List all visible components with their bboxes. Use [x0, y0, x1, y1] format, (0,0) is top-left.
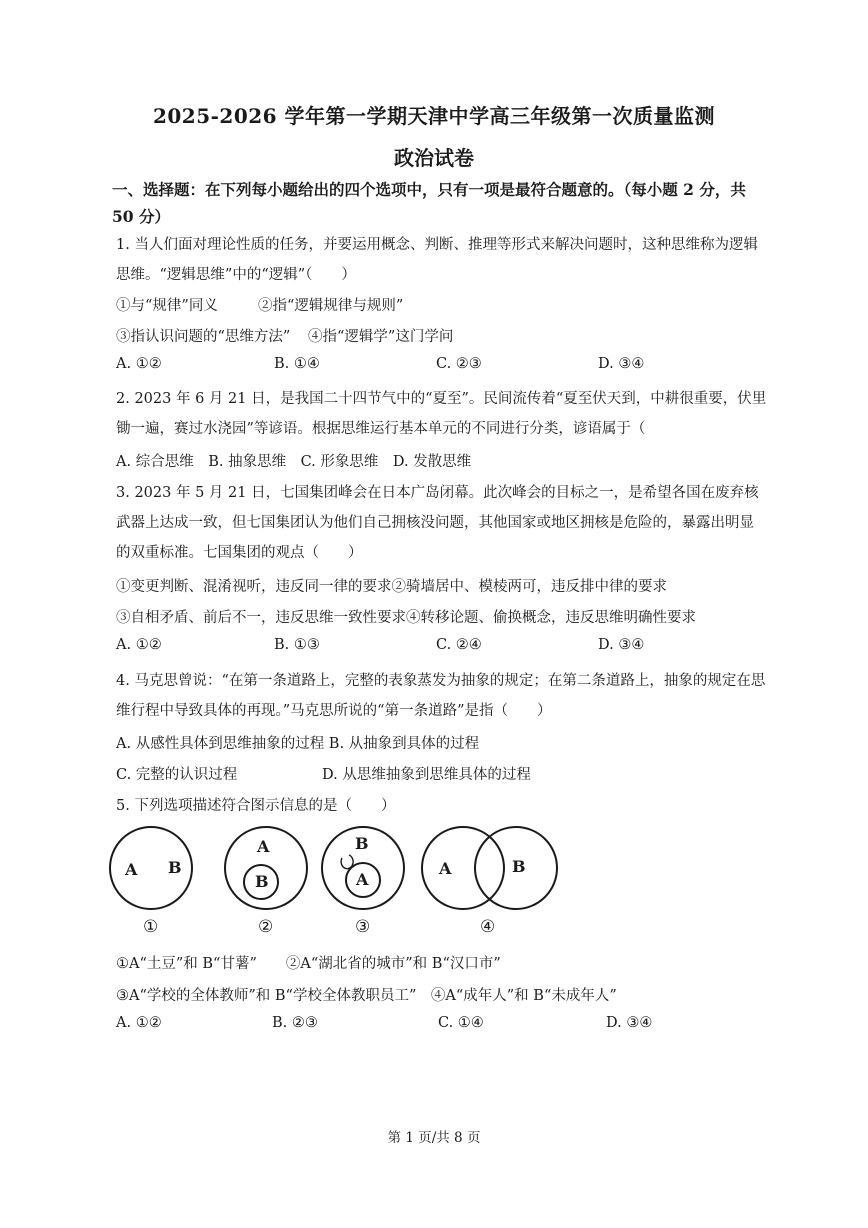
q3-option-c: C. ②④ — [436, 637, 482, 653]
venn-diagrams — [104, 820, 574, 940]
q5-option-c: C. ①④ — [438, 1015, 484, 1031]
q5-option-d: D. ③④ — [606, 1015, 653, 1031]
q2-options: A. 综合思维 B. 抽象思维 C. 形象思维 D. 发散思维 — [116, 454, 472, 470]
q5-stem: 5. 下列选项描述符合图示信息的是（ ） — [116, 798, 396, 814]
diagram-4-label-b: B — [512, 857, 526, 876]
diagram-3-label-b: B — [355, 834, 369, 853]
exam-subtitle: 政治试卷 — [394, 146, 474, 170]
diagram-1-label-b: B — [168, 858, 182, 877]
q3-option-b: B. ①③ — [274, 637, 320, 653]
q4-option-c: C. 完整的认识过程 — [116, 767, 238, 783]
q5-option-b: B. ②③ — [272, 1015, 318, 1031]
q1-stem: 1. 当人们面对理论性质的任务，并要运用概念、判断、推理等形式来解决问题时，这种思维称为逻辑思维。“逻辑思维”中的“逻辑”（ ） — [116, 237, 758, 283]
diagram-4-left-circle — [422, 827, 504, 909]
q1-option-c: C. ②③ — [436, 356, 482, 372]
q1-item-4: ④指“逻辑学”这门学问 — [308, 329, 454, 345]
q3-option-a: A. ①② — [116, 637, 162, 653]
diagram-4-label-a: A — [439, 859, 452, 878]
q5-items-34: ③A“学校的全体教师”和 B“学校全体教职员工” ④A“成年人”和 B“未成年人” — [116, 988, 617, 1004]
diagram-2-label-b: B — [255, 872, 269, 891]
diagram-2-number: ② — [258, 917, 274, 937]
q5-option-a: A. ①② — [116, 1015, 162, 1031]
exam-title: 2025-2026 学年第一学期天津中学高三年级第一次质量监测 — [152, 104, 716, 128]
q4-option-d: D. 从思维抽象到思维具体的过程 — [322, 767, 531, 783]
diagram-1-number: ① — [143, 917, 159, 937]
q1-option-d: D. ③④ — [598, 356, 645, 372]
q1-item-3: ③指认识问题的“思维方法” — [116, 329, 291, 345]
q3-items-12: ①变更判断、混淆视听，违反同一律的要求②骑墙居中、模棱两可，违反排中律的要求 — [116, 579, 667, 595]
q5-items-12: ①A“土豆”和 B“甘薯” ②A“湖北省的城市”和 B“汉口市” — [116, 956, 501, 972]
q1-option-a: A. ①② — [116, 356, 162, 372]
pen-mark-icon — [341, 855, 353, 869]
q1-option-b: B. ①④ — [274, 356, 320, 372]
q3-items-34: ③自相矛盾、前后不一，违反思维一致性要求④转移论题、偷换概念，违反思维明确性要求 — [116, 610, 696, 626]
q1-item-1: ①与“规律”同义 — [116, 298, 218, 314]
diagram-4-number: ④ — [480, 917, 496, 937]
q1-item-2: ②指“逻辑规律与规则” — [258, 298, 404, 314]
page-number: 第 1 页/共 8 页 — [387, 1130, 481, 1146]
q4-options-ab: A. 从感性具体到思维抽象的过程 B. 从抽象到具体的过程 — [116, 736, 480, 752]
q3-stem: 3. 2023 年 5 月 21 日，七国集团峰会在日本广岛闭幕。此次峰会的目标之一，是希望各国在废弃核武器上达成一致，但七国集团认为他们自己拥核没问题，其他国家或地区拥核是危险的，暴露出明显的双重标准。七国集团的观点（ ） — [116, 485, 759, 561]
q3-option-d: D. ③④ — [598, 637, 645, 653]
q4-stem: 4. 马克思曾说：“在第一条道路上，完整的表象蒸发为抽象的规定；在第二条道路上，抽象的规定在思维行程中导致具体的再现。”马克思所说的“第一条道路”是指（ ） — [116, 673, 766, 719]
diagram-3-number: ③ — [355, 917, 371, 937]
diagram-3-label-a: A — [356, 870, 369, 889]
diagram-1-label-a: A — [125, 860, 138, 879]
section-heading: 一、选择题：在下列每小题给出的四个选项中，只有一项是最符合题意的。（每小题 2 分，共 50 分） — [112, 180, 746, 226]
q2-stem: 2. 2023 年 6 月 21 日，是我国二十四节气中的“夏至”。民间流传着“夏至伏天到，中耕很重要，伏里锄一遍，赛过水浇园”等谚语。根据思维运行基本单元的不同进行分类，谚语属于（ — [116, 391, 767, 437]
diagram-2-label-a: A — [257, 837, 270, 856]
